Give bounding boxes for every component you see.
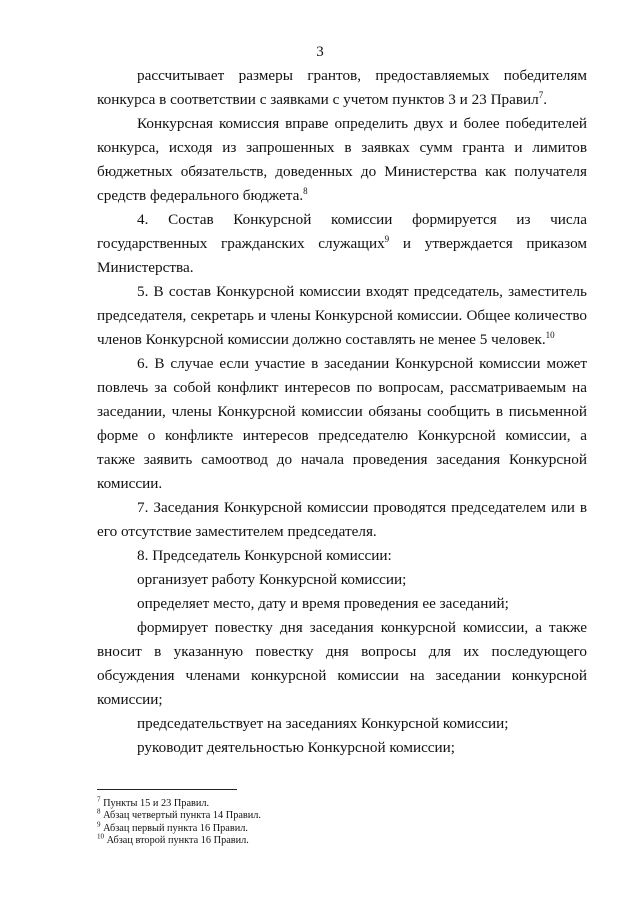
footnote	[97, 807, 577, 822]
paragraph-text: определяет место, дату и время проведения ее заседаний;	[137, 595, 509, 612]
footnote-text: Пункты 15 и 23 Правил.	[103, 798, 210, 809]
paragraph-text: 4. Состав Конкурсной комиссии формируется из числа государственных гражданских служащих	[97, 211, 587, 252]
page-number: 3	[316, 44, 324, 60]
footnote-ref: 10	[545, 329, 555, 340]
footnote-number: 8	[97, 807, 101, 816]
footnote-text: Абзац первый пункта 16 Правил.	[103, 822, 248, 834]
footnote-ref: 7	[538, 89, 544, 100]
paragraph-text: формирует повестку дня заседания конкурсной комиссии, а также вносит в указанную повестку дня вопросы для их последующего обсуждения членами конкурсной комиссии на заседании конкурсной комиссии;	[97, 619, 587, 708]
paragraph	[97, 352, 587, 496]
footnote-number: 7	[97, 795, 101, 804]
footnote-number: 9	[97, 820, 101, 829]
footnotes	[97, 795, 577, 847]
footnote-text: Абзац четвертый пункта 14 Правил.	[103, 810, 262, 822]
paragraph	[97, 112, 587, 208]
footnote	[97, 820, 577, 835]
paragraph-text: 5. В состав Конкурсной комиссии входят председатель, заместитель председателя, секретарь и члены Конкурсной комиссии. Общее количество членов Конкурсной комиссии должно составлять не менее 5 человек.	[97, 283, 587, 348]
paragraph	[97, 208, 587, 280]
paragraph-text: 6. В случае если участие в заседании Конкурсной комиссии может повлечь за собой конфликт интересов по вопросам, рассматриваемым на заседании, члены Конкурсной комиссии обязаны сообщить в письменной форме о конфликте интересов председателю Конкурсной комиссии, а также заявить самоотвод до начала проведения заседания Конкурсной комиссии.	[97, 355, 587, 492]
paragraph	[97, 496, 587, 544]
paragraph	[97, 592, 587, 616]
footnote-separator	[97, 789, 237, 790]
paragraph-text-tail: и утверждается приказом Министерства.	[97, 235, 587, 276]
paragraph	[97, 64, 587, 112]
paragraph-text: руководит деятельностью Конкурсной комиссии;	[137, 739, 456, 756]
paragraph	[97, 736, 587, 760]
footnote	[97, 795, 577, 810]
footnote	[97, 832, 577, 847]
footnote-text: Абзац второй пункта 16 Правил.	[106, 834, 249, 846]
footnote-number: 10	[97, 832, 104, 841]
body-text	[97, 64, 587, 760]
paragraph-text: 7. Заседания Конкурсной комиссии проводятся председателем или в его отсутствие заместителем председателя.	[97, 499, 587, 540]
paragraph	[97, 544, 587, 568]
paragraph-text: рассчитывает размеры грантов, предоставляемых победителям конкурса в соответствии с заявками с учетом пунктов 3 и 23 Правил	[97, 67, 587, 108]
paragraph	[97, 568, 587, 592]
footnote-ref: 8	[303, 185, 308, 196]
paragraph	[97, 280, 587, 352]
paragraph-text: председательствует на заседаниях Конкурсной комиссии;	[137, 715, 509, 732]
paragraph-text: организует работу Конкурсной комиссии;	[137, 571, 407, 588]
paragraph-text-tail: .	[543, 91, 548, 108]
paragraph-text: 8. Председатель Конкурсной комиссии:	[137, 547, 392, 564]
paragraph	[97, 616, 587, 712]
paragraph	[97, 712, 587, 736]
footnote-ref: 9	[384, 233, 390, 244]
paragraph-text: Конкурсная комиссия вправе определить двух и более победителей конкурса, исходя из запрошенных в заявках сумм гранта и лимитов бюджетных обязательств, доведенных до Министерства как получателя средств федерального бюджета.	[97, 115, 587, 204]
